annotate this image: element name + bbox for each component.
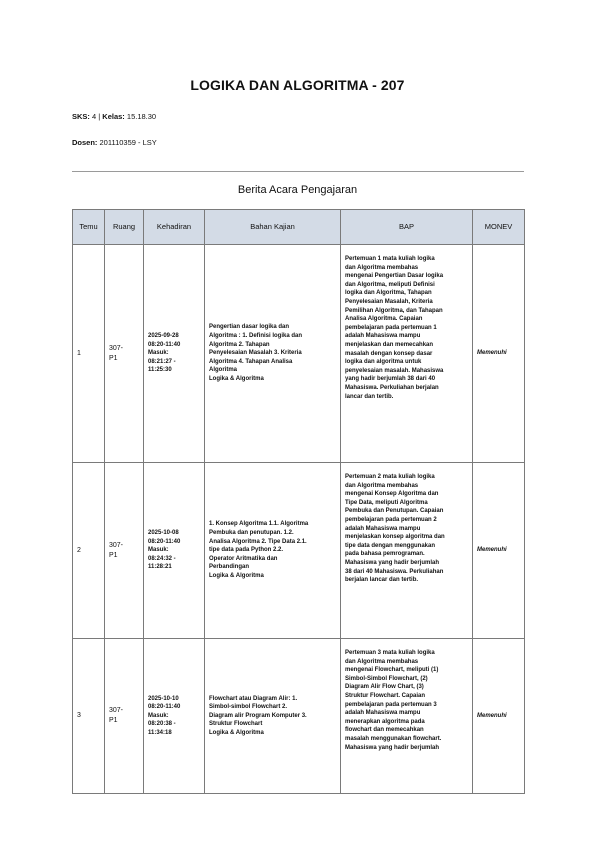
cell-temu: 2 — [73, 463, 105, 639]
cell-bap: Pertemuan 1 mata kuliah logika dan Algoritma membahas mengenai Pengertian Dasar logika dan Algoritma, meliputi Definisi logika dan Algoritma, Tahapan Penyelesaian Masalah, Kriteria Pemilihan Algoritma, dan Tahapan Analisa Algoritma. Capaian pembelajaran pada pertemuan 1 adalah Mahasiswa mampu menjelaskan dan memecahkan masalah dengan konsep dasar logika dan algoritma untuk penyelesaian masalah. Mahasiswa yang hadir berjumlah 38 dari 40 Mahasiswa. Perkuliahan berjalan lancar dan tertib. — [341, 245, 473, 463]
lecturer-meta — [72, 138, 157, 147]
bap-table — [72, 209, 525, 794]
header-kehadiran: Kehadiran — [144, 210, 205, 245]
cell-kehadiran: 2025-10-08 08:20-11:40 Masuk: 08:24:32 - 11:28:21 — [144, 463, 205, 639]
dosen-label: Dosen: — [72, 138, 98, 147]
cell-monev: Memenuhi — [473, 245, 525, 463]
sks-label: SKS: — [72, 112, 90, 121]
divider — [72, 171, 524, 172]
cell-temu: 1 — [73, 245, 105, 463]
header-bahan-kajian: Bahan Kajian — [205, 210, 341, 245]
cell-bahan-kajian: Pengertian dasar logika dan Algoritma : 1. Definisi logika dan Algoritma 2. Tahapan Penyelesaian Masalah 3. Kriteria Algoritma 4. Tahapan Analisa Algoritma Logika & Algoritma — [205, 245, 341, 463]
cell-bap: Pertemuan 2 mata kuliah logika dan Algoritma membahas mengenai Konsep Algoritma dan Tipe Data, meliputi Algoritma Pembuka dan Penutupan. Capaian pembelajaran pada pertemuan 2 adalah Mahasiswa mampu menjelaskan konsep algoritma dan tipe data dengan menggunakan pada bahasa pemrograman. Mahasiswa yang hadir berjumlah 38 dari 40 Mahasiswa. Perkuliahan berjalan lancar dan tertib. — [341, 463, 473, 639]
cell-ruang: 307- P1 — [105, 245, 144, 463]
cell-kehadiran: 2025-09-28 08:20-11:40 Masuk: 08:21:27 - 11:25:30 — [144, 245, 205, 463]
section-title: Berita Acara Pengajaran — [237, 184, 358, 196]
header-temu: Temu — [73, 210, 105, 245]
header-monev: MONEV — [473, 210, 525, 245]
cell-ruang: 307- P1 — [105, 463, 144, 639]
cell-monev: Memenuhi — [473, 639, 525, 794]
cell-ruang: 307- P1 — [105, 639, 144, 794]
table-row — [73, 463, 525, 639]
course-meta — [72, 112, 156, 121]
cell-bahan-kajian: 1. Konsep Algoritma 1.1. Algoritma Pembuka dan penutupan. 1.2. Analisa Algoritma 2. Tipe Data 2.1. tipe data pada Python 2.2. Operator Aritmatika dan Perbandingan Logika & Algoritma — [205, 463, 341, 639]
dosen-value: 201110359 - LSY — [97, 138, 157, 147]
table-row — [73, 639, 525, 794]
header-bap: BAP — [341, 210, 473, 245]
kelas-label: Kelas: — [102, 112, 125, 121]
table-header-row — [73, 210, 525, 245]
cell-bahan-kajian: Flowchart atau Diagram Alir: 1. Simbol-simbol Flowchart 2. Diagram alir Program Komputer 3. Struktur Flowchart Logika & Algoritma — [205, 639, 341, 794]
cell-kehadiran: 2025-10-10 08:20-11:40 Masuk: 08:20:38 - 11:34:18 — [144, 639, 205, 794]
header-ruang: Ruang — [105, 210, 144, 245]
cell-temu: 3 — [73, 639, 105, 794]
sks-value: 4 | — [89, 112, 103, 121]
cell-monev: Memenuhi — [473, 463, 525, 639]
table-row — [73, 245, 525, 463]
cell-bap: Pertemuan 3 mata kuliah logika dan Algoritma membahas mengenai Flowchart, meliputi (1) Simbol-Simbol Flowchart, (2) Diagram Alir Flow Chart, (3) Struktur Flowchart. Capaian pembelajaran pada pertemuan 3 adalah Mahasiswa mampu menerapkan algoritma pada flowchart dan memecahkan masalah menggunakan flowchart. Mahasiswa yang hadir berjumlah — [341, 639, 473, 794]
kelas-value: 15.18.30 — [124, 112, 157, 121]
course-title: LOGIKA DAN ALGORITMA - 207 — [190, 77, 405, 93]
